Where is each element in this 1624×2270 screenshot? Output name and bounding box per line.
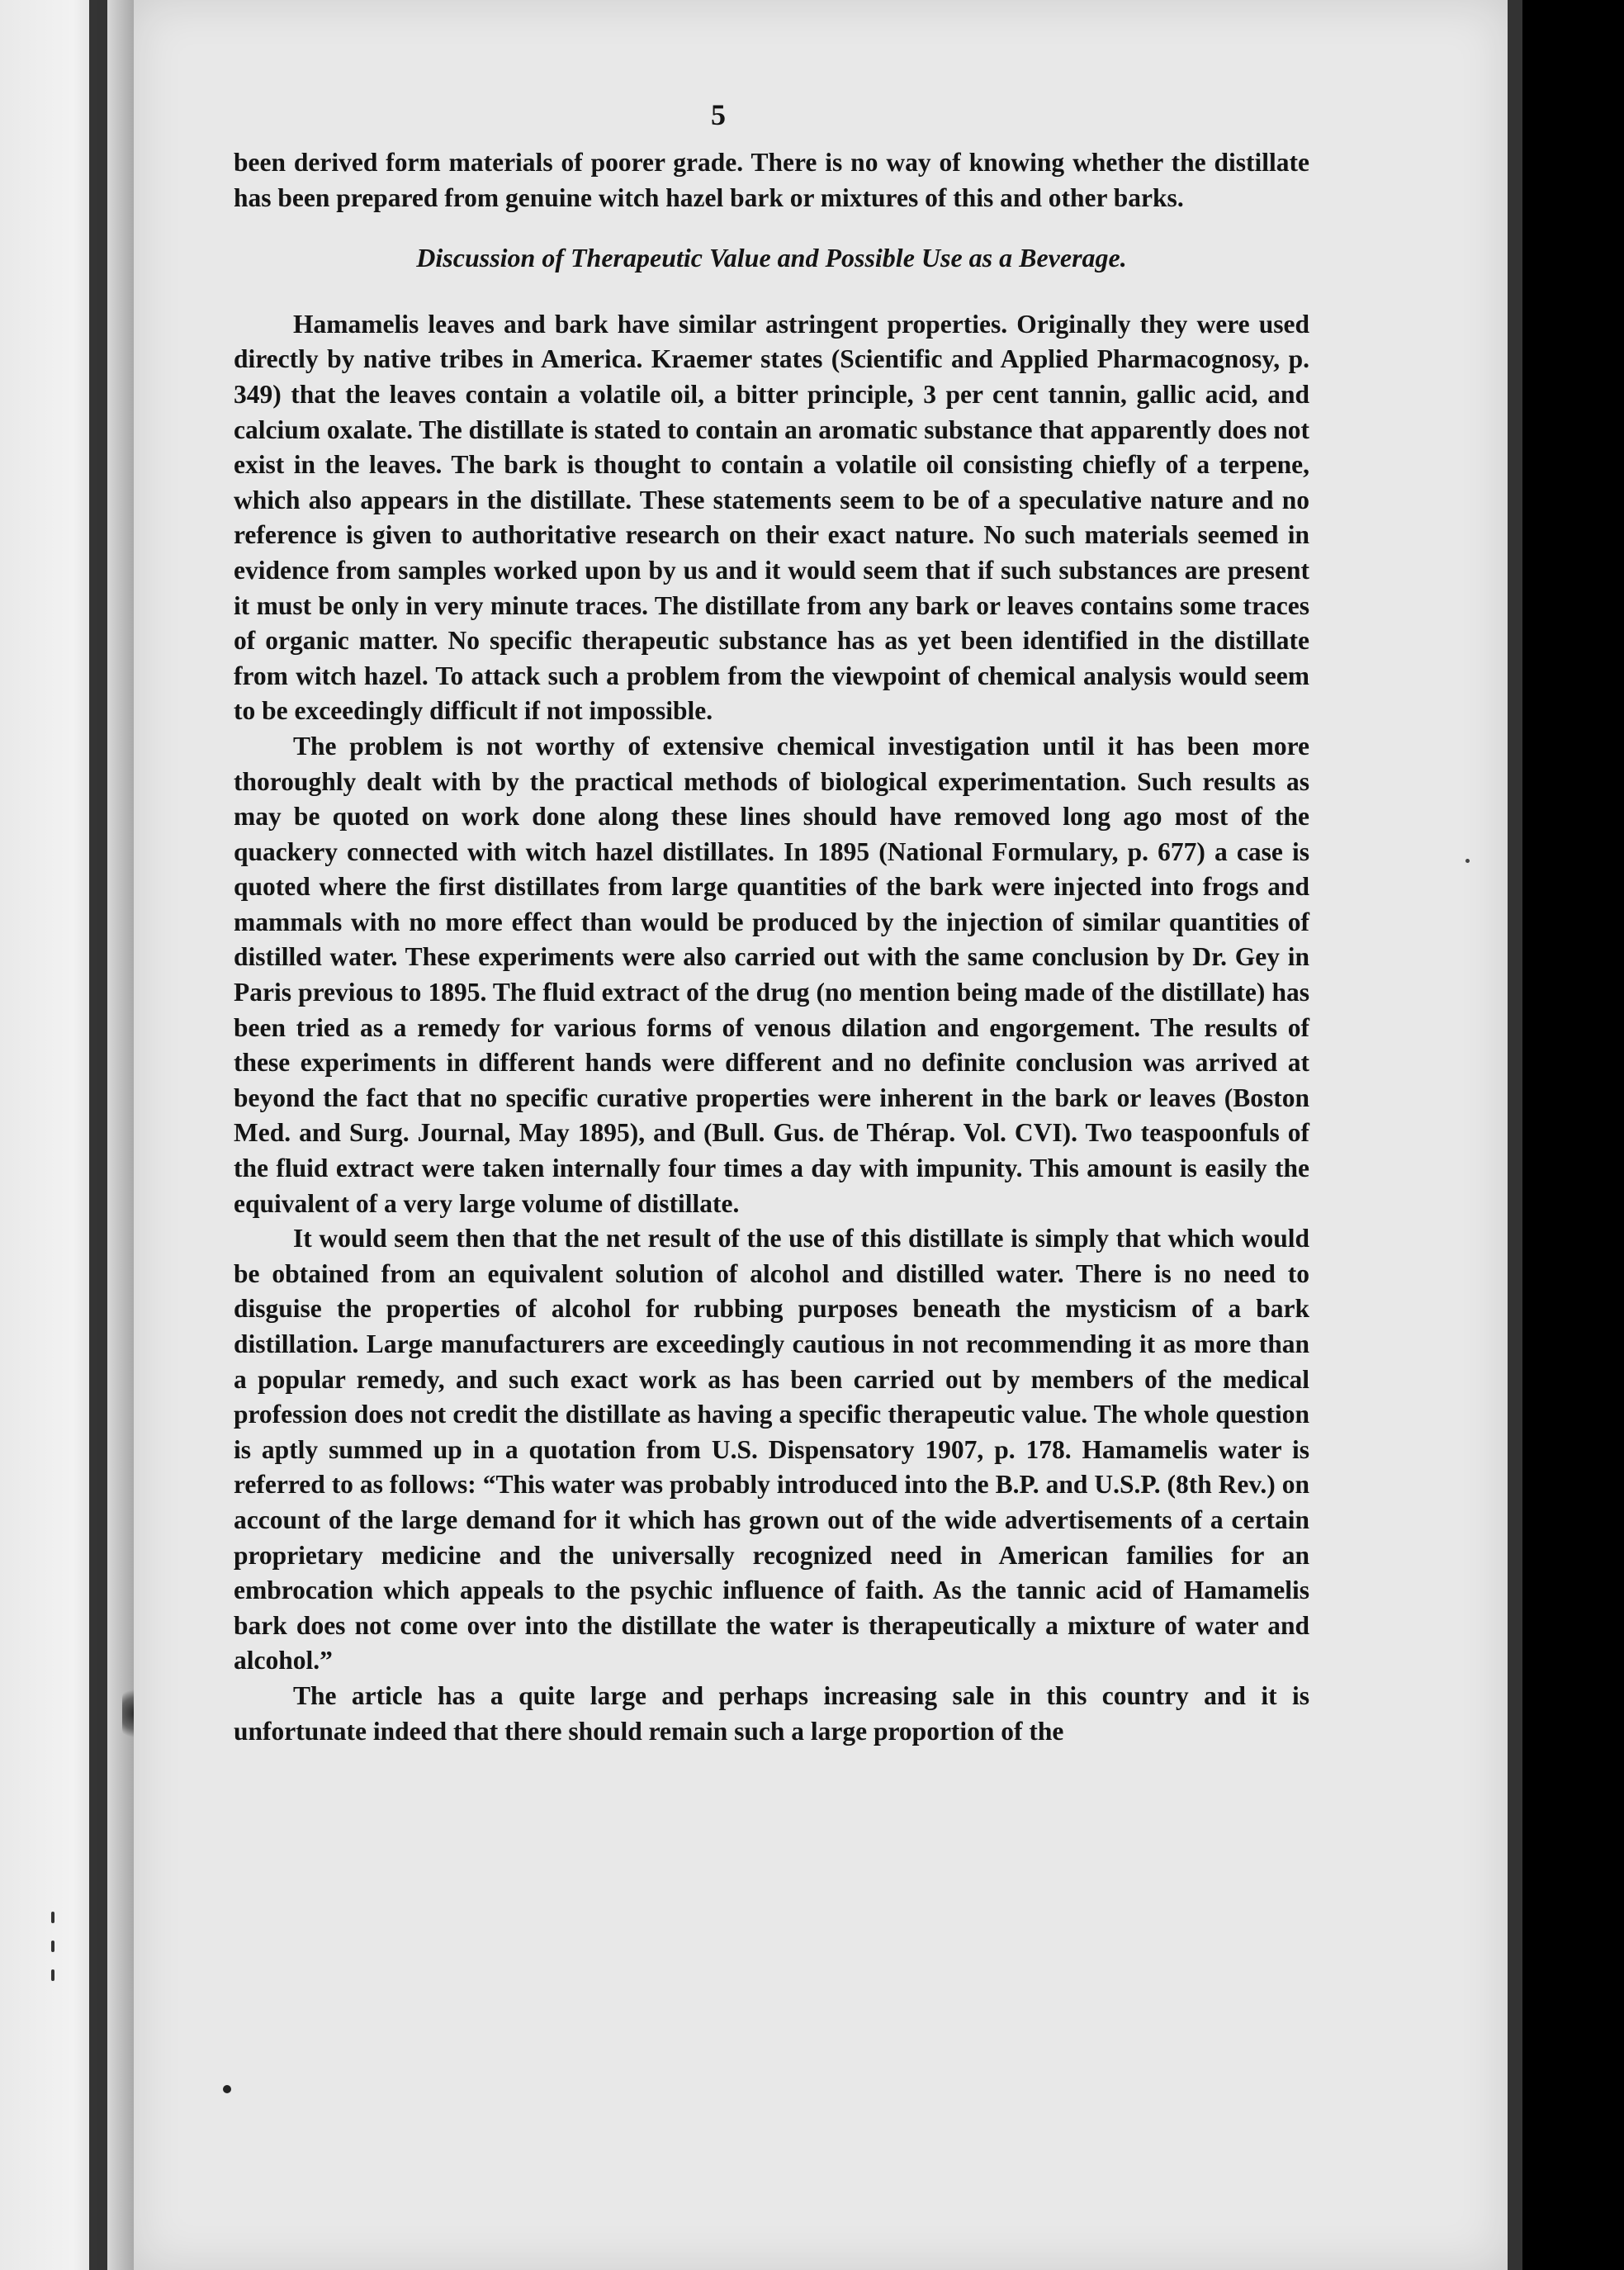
section-heading: Discussion of Therapeutic Value and Possible Use as a Beverage. xyxy=(416,243,1127,273)
scan-right-margin xyxy=(1522,0,1624,2270)
margin-mark xyxy=(51,1912,54,1923)
paragraph: It would seem then that the net result of the use of this distillate is simply that which would be obtained from an equivalent solution of alcohol and distilled water. There is no need to disguise the properties of alcohol for rubbing purposes beneath the mysticism of a bark distillation. Large manufacturers are exceedingly cautious in not recommending it as more than a popular remedy, and such exact work as has been carried out by members of the medical profession does not credit the distillate as having a specific therapeutic value. The whole question is aptly summed up in a quotation from U.S. Dispensatory 1907, p. 178. Hamamelis water is referred to as follows: “This water was probably introduced into the B.P. and U.S.P. (8th Rev.) on account of the large demand for it which has grown out of the wide advertisements of a certain proprietary medicine and the universally recognized need in American families for an embrocation which appeals to the psychic influence of faith. As the tannic acid of Hamamelis bark does not come over into the distillate the water is therapeutically a mixture of water and alcohol.” xyxy=(234,1224,1309,1675)
paragraph: Hamamelis leaves and bark have similar astringent properties. Originally they were used directly by native tribes in America. Kraemer states (Scientific and Applied Pharmacognosy, p. 349) that the leaves contain a volatile oil, a bitter principle, 3 per cent tannin, gallic acid, and calcium oxalate. The distillate is stated to contain an aromatic substance that apparently does not exist in the leaves. The bark is thought to contain a volatile oil consisting chiefly of a terpene, which also appears in the distillate. These statements seem to be of a speculative nature and no reference is given to authoritative research on their exact nature. No such materials seemed in evidence from samples worked upon by us and it would seem that if such substances are present it must be only in very minute traces. The distillate from any bark or leaves contains some traces of organic matter. No specific therapeutic substance has as yet been identified in the distillate from witch hazel. To attack such a problem from the viewpoint of chemical analysis would seem to be exceedingly difficult if not impossible. xyxy=(234,309,1309,726)
page-number: 5 xyxy=(711,98,726,131)
margin-mark xyxy=(51,1941,54,1952)
paragraph: The problem is not worthy of extensive chemical investigation until it has been more thoroughly dealt with by the practical methods of biological experimentation. Such results as may be quoted on work done along these lines should have removed long ago most of the quackery connected with witch hazel distillates. In 1895 (National Formulary, p. 677) a case is quoted where the first distillates from large quantities of the bark were injected into frogs and mammals with no more effect than would be produced by the injection of similar quantities of distilled water. These experiments were also carried out with the same conclusion by Dr. Gey in Paris previous to 1895. The fluid extract of the drug (no mention being made of the distillate) has been tried as a remedy for various forms of venous dilation and engorgement. The results of these experiments in different hands were different and no definite conclusion was arrived at beyond the fact that no specific curative properties were inherent in the bark or leaves (Boston Med. and Surg. Journal, May 1895), and (Bull. Gus. de Thérap. Vol. CVI). Two teaspoonfuls of the fluid extract were taken internally four times a day with impunity. This amount is easily the equivalent of a very large volume of distillate. xyxy=(234,731,1309,1218)
paragraph-continuation: been derived form materials of poorer grade. There is no way of knowing whether the distillate has been prepared from genuine witch hazel bark or mixtures of this and other barks. xyxy=(234,148,1309,212)
paragraph: The article has a quite large and perhaps increasing sale in this country and it is unfortunate indeed that there should remain such a large proportion of the xyxy=(234,1680,1309,1746)
scan-right-edge xyxy=(1508,0,1522,2270)
binding-shadow xyxy=(89,0,107,2270)
margin-mark xyxy=(51,1969,54,1981)
scan-speck xyxy=(1465,859,1470,863)
scan-speck xyxy=(223,2085,231,2093)
page-body xyxy=(234,145,1309,1749)
scan-left-margin xyxy=(0,0,134,2270)
